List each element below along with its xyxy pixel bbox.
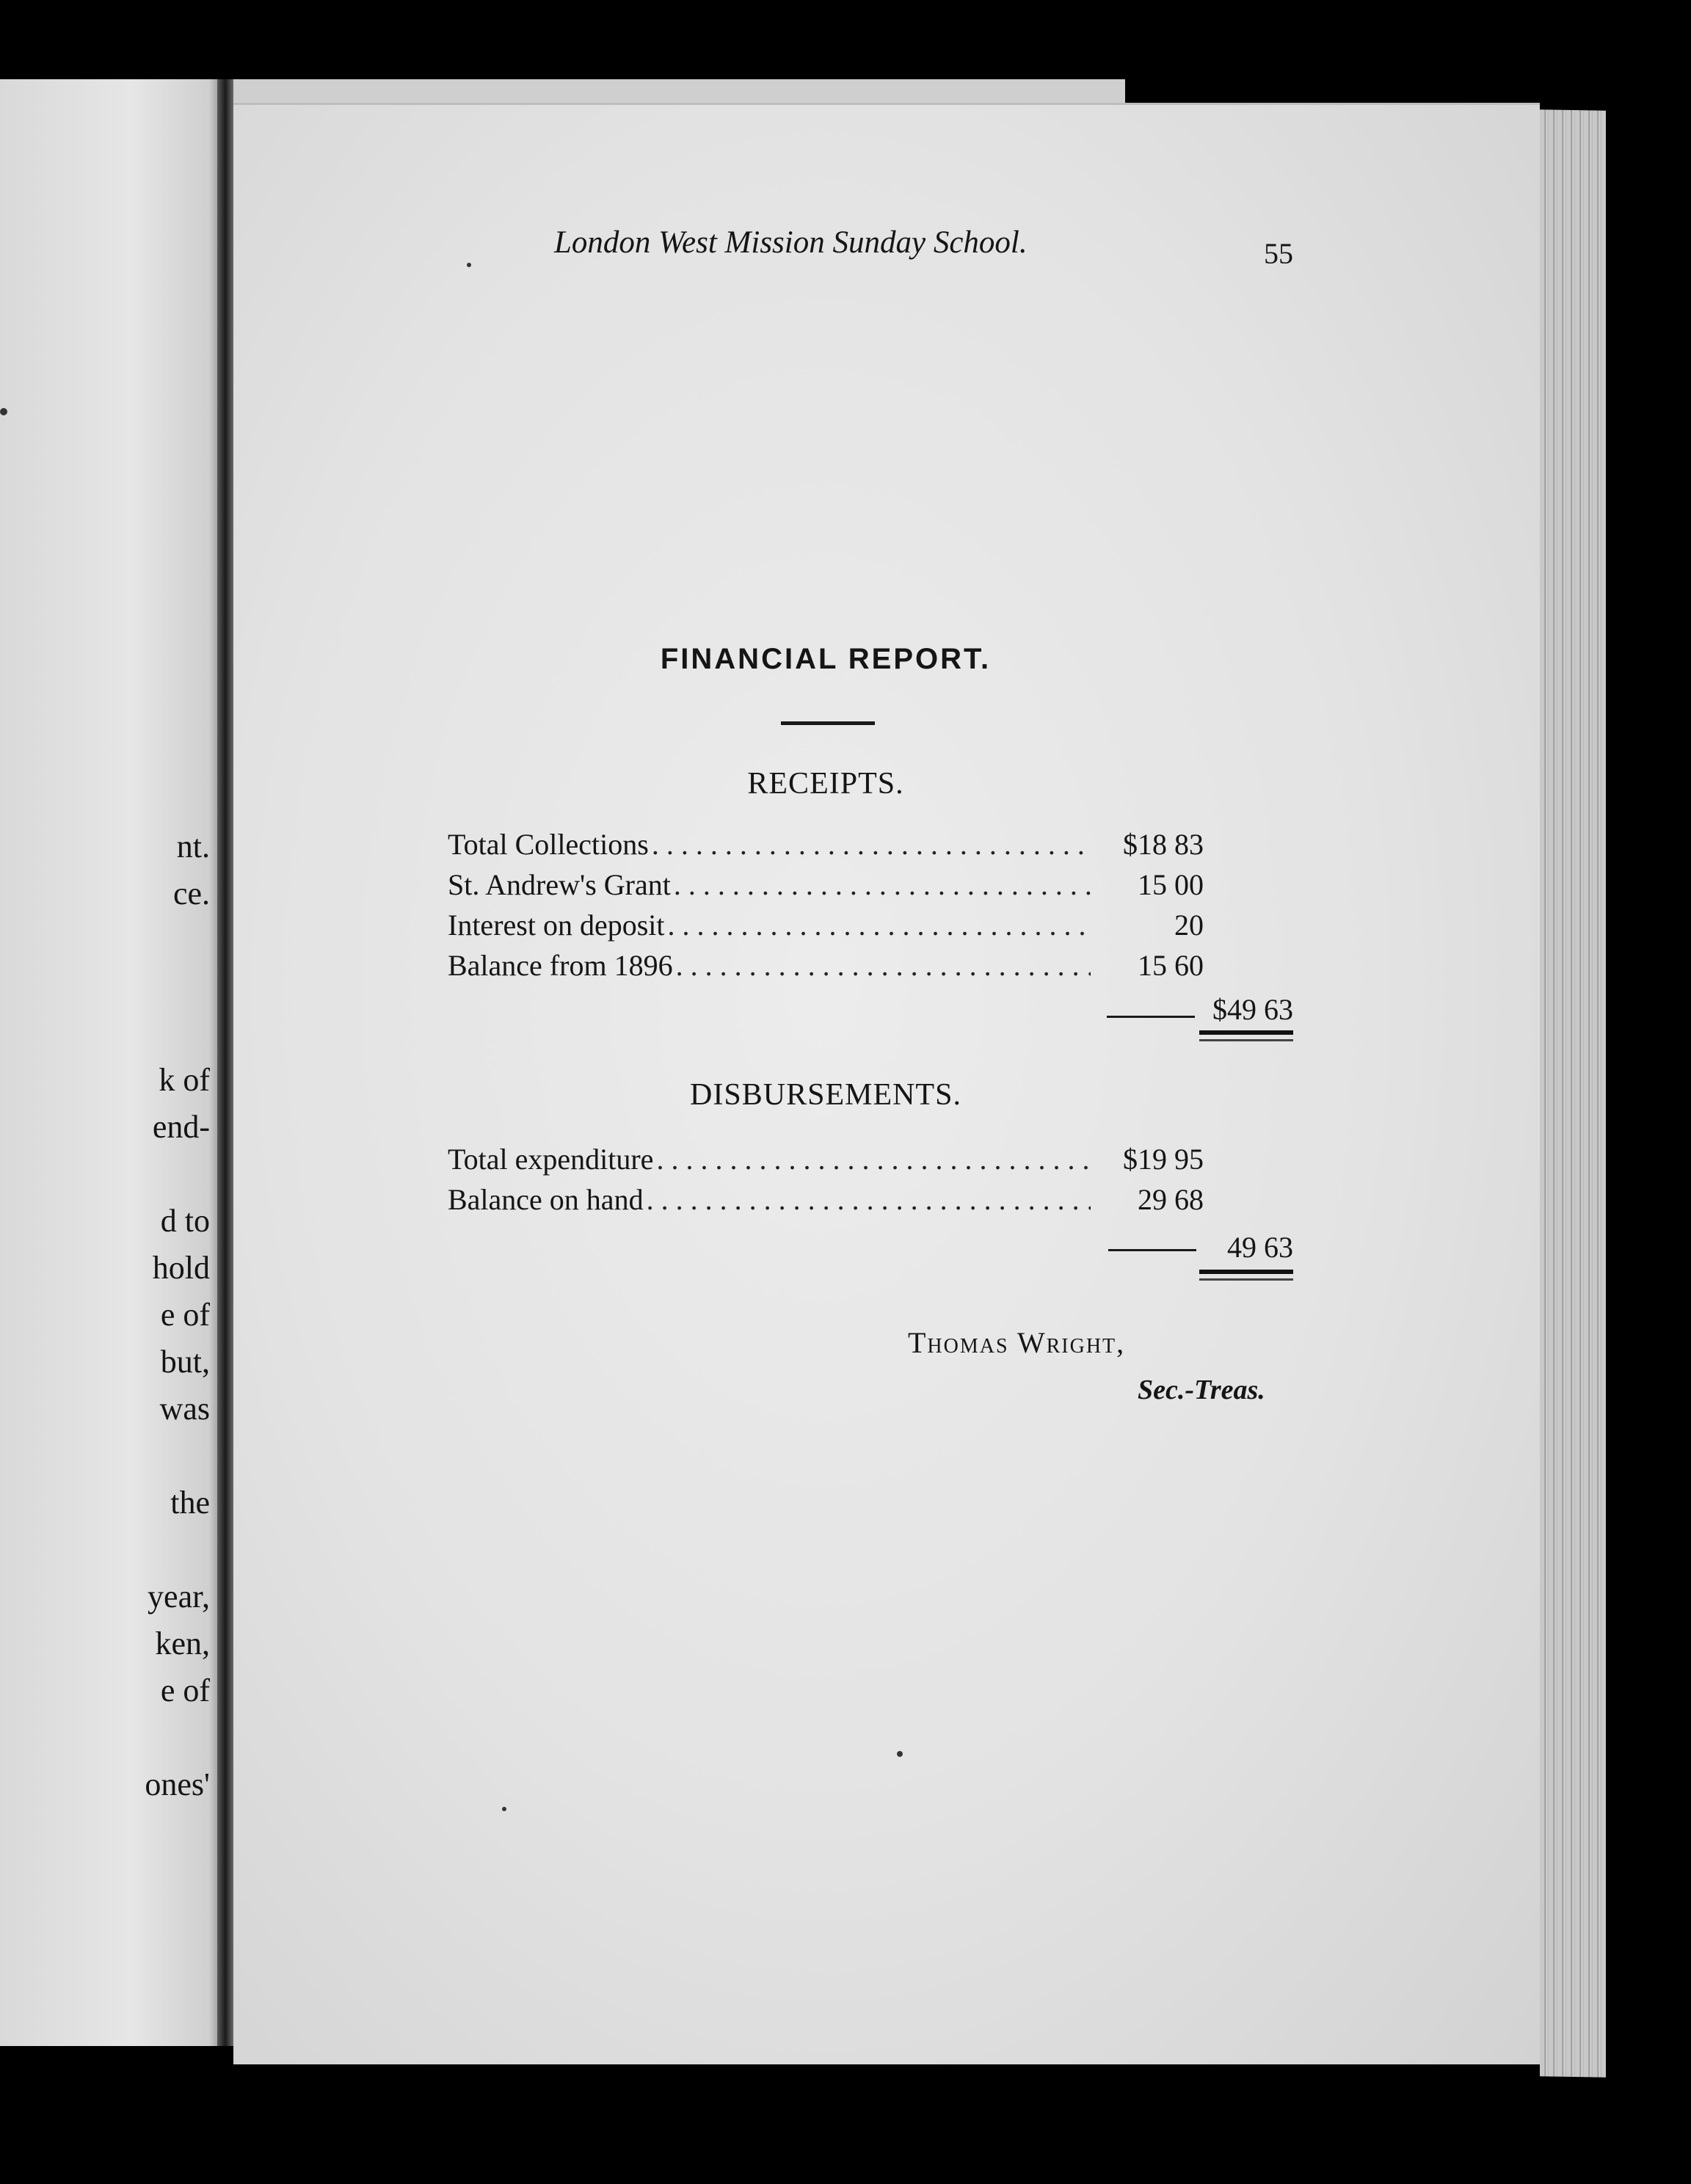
left-text-fragment: hold <box>152 1250 210 1286</box>
receipt-amount: 15 60 <box>1138 949 1204 982</box>
signatory-title: Sec.-Treas. <box>1138 1375 1265 1405</box>
receipt-label: Interest on deposit <box>448 909 665 942</box>
dot-leader <box>647 1182 1091 1217</box>
dot-leader <box>674 867 1091 902</box>
left-facing-page <box>0 79 220 2046</box>
left-text-fragment: e of <box>160 1297 210 1333</box>
dot-leader <box>676 948 1091 983</box>
left-text-fragment: ce. <box>172 876 210 911</box>
receipt-row <box>448 908 1204 946</box>
receipts-total: $49 63 <box>1212 993 1293 1026</box>
title-rule <box>781 721 875 725</box>
total-double-rule <box>1199 1270 1293 1281</box>
left-text-fragment: d to <box>160 1203 210 1239</box>
dot-leader <box>668 908 1091 942</box>
left-text-fragment: end- <box>152 1109 210 1145</box>
page-top-edge <box>233 79 1125 106</box>
receipt-amount: 20 <box>1174 909 1204 942</box>
left-text-fragment: was <box>159 1391 210 1427</box>
disbursement-row <box>448 1142 1204 1180</box>
dot-leader <box>652 827 1091 862</box>
receipt-row <box>448 948 1204 986</box>
left-text-fragment: e of <box>160 1672 210 1708</box>
receipt-row <box>448 827 1204 865</box>
running-head: London West Mission Sunday School. <box>554 225 1028 260</box>
paper-speck <box>897 1751 903 1757</box>
disbursement-amount: $19 95 <box>1123 1143 1204 1176</box>
report-title: FINANCIAL REPORT. <box>660 643 992 675</box>
receipt-label: St. Andrew's Grant <box>448 868 671 901</box>
receipts-heading: RECEIPTS. <box>747 767 904 801</box>
paper-speck <box>467 263 471 267</box>
left-text-fragment: ones' <box>145 1766 210 1802</box>
total-double-rule <box>1199 1030 1293 1041</box>
disbursement-amount: 29 68 <box>1138 1183 1204 1216</box>
left-text-fragment: the <box>170 1485 210 1521</box>
receipt-label: Balance from 1896 <box>448 949 673 982</box>
receipt-amount: 15 00 <box>1138 868 1204 901</box>
total-connector-line <box>1107 1016 1195 1018</box>
receipt-label: Total Collections <box>448 828 649 861</box>
dot-leader <box>656 1142 1091 1176</box>
left-text-fragment: year, <box>148 1579 210 1615</box>
book-gutter <box>217 79 233 2046</box>
signatory-name: Thomas Wright, <box>908 1326 1126 1359</box>
receipt-amount: $18 83 <box>1123 828 1204 861</box>
receipt-row <box>448 867 1204 906</box>
left-text-fragment: ken, <box>155 1626 210 1661</box>
disbursement-row <box>448 1182 1204 1220</box>
disbursements-heading: DISBURSEMENTS. <box>690 1078 961 1112</box>
disbursements-total: 49 63 <box>1227 1231 1293 1264</box>
paper-speck <box>0 408 7 415</box>
left-text-fragment: k of <box>159 1062 210 1098</box>
disbursement-label: Total expenditure <box>448 1143 654 1176</box>
paper-speck <box>502 1807 506 1811</box>
total-connector-line <box>1108 1249 1196 1251</box>
left-text-fragment: but, <box>160 1344 210 1380</box>
disbursement-label: Balance on hand <box>448 1183 644 1216</box>
left-text-fragment: nt. <box>176 829 210 864</box>
page-number: 55 <box>1264 237 1293 270</box>
